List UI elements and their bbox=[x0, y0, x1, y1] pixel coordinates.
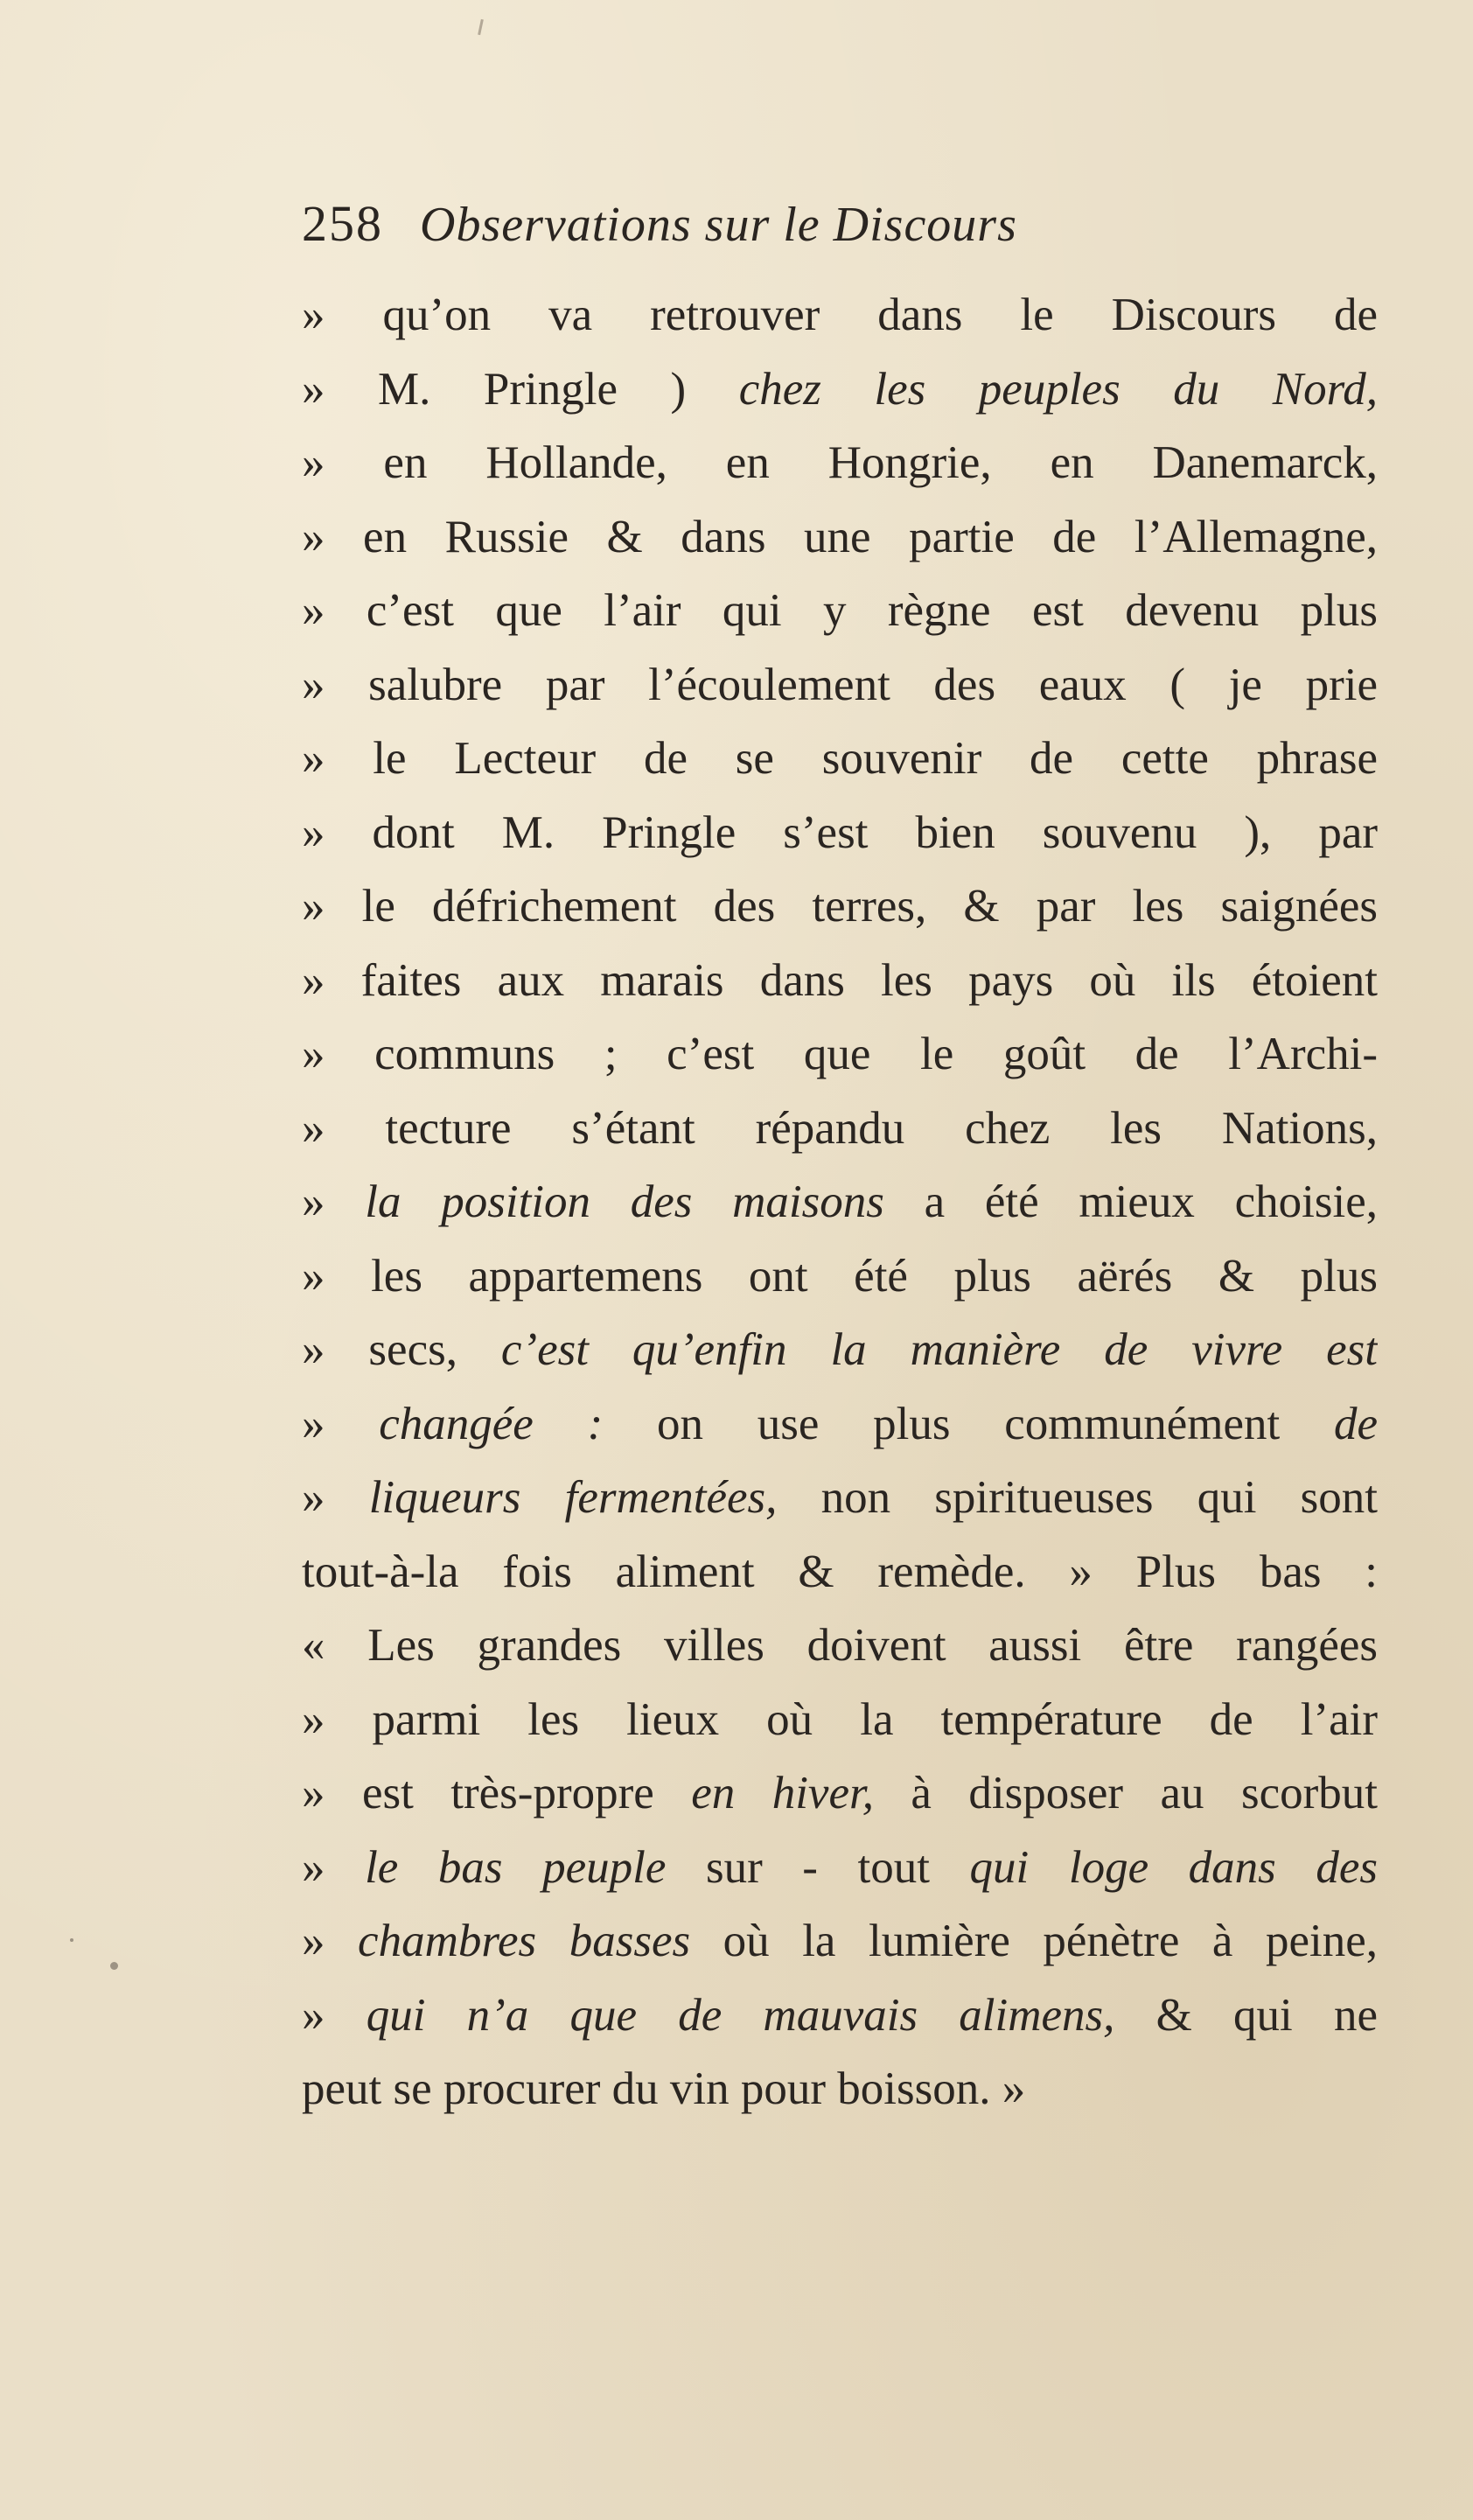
italic-phrase: qui loge dans des bbox=[969, 1841, 1378, 1893]
text-line bbox=[302, 722, 1378, 796]
text-segment: on use plus communément bbox=[603, 1398, 1334, 1449]
text-line bbox=[302, 1313, 1378, 1387]
italic-phrase: en hiver, bbox=[691, 1768, 874, 1818]
text-segment: « Les grandes villes doivent aussi être rangées bbox=[302, 1620, 1378, 1671]
text-segment: » bbox=[302, 1841, 366, 1893]
text-segment: » dont M. Pringle s’est bien souvenu ), par bbox=[302, 806, 1378, 858]
text-line bbox=[302, 796, 1378, 870]
text-segment: tout-à-la fois aliment & remède. » Plus bas : bbox=[302, 1546, 1378, 1597]
italic-phrase: chez les peuples du Nord, bbox=[738, 363, 1378, 415]
text-segment: » bbox=[302, 1472, 369, 1523]
text-segment: » salubre par l’écoulement des eaux ( je prie bbox=[302, 659, 1378, 710]
text-line bbox=[302, 426, 1378, 500]
text-segment: » bbox=[302, 1398, 380, 1449]
text-segment: a été mieux choisie, bbox=[883, 1176, 1378, 1227]
text-line bbox=[302, 1609, 1378, 1683]
text-segment: » le défrichement des terres, & par les saignées bbox=[302, 881, 1378, 932]
text-segment: » communs ; c’est que le goût de l’Archi- bbox=[302, 1029, 1378, 1079]
text-line bbox=[302, 1904, 1378, 1979]
text-segment: » bbox=[302, 1916, 359, 1966]
text-segment: » bbox=[302, 1176, 366, 1227]
text-line bbox=[302, 1092, 1378, 1166]
italic-phrase: la position des maisons bbox=[365, 1176, 884, 1227]
italic-phrase: c’est qu’enfin la manière de vivre est bbox=[500, 1324, 1378, 1375]
text-line bbox=[302, 574, 1378, 648]
ink-speck bbox=[110, 1962, 118, 1970]
text-segment: » c’est que l’air qui y règne est devenu plus bbox=[302, 585, 1378, 636]
text-segment: » qu’on va retrouver dans le Discours de bbox=[302, 290, 1378, 340]
ink-speck bbox=[478, 19, 484, 35]
text-line bbox=[302, 500, 1378, 575]
italic-phrase: chambres basses bbox=[358, 1916, 691, 1966]
text-segment: » bbox=[302, 1989, 367, 2041]
text-segment: » M. Pringle ) bbox=[302, 363, 739, 415]
page-number: 258 bbox=[302, 195, 383, 252]
text-line bbox=[302, 1831, 1378, 1905]
ink-speck bbox=[70, 1938, 73, 1942]
text-segment: » secs, bbox=[302, 1324, 501, 1375]
text-segment: où la lumière pénètre à peine, bbox=[690, 1916, 1378, 1966]
text-segment: » faites aux marais dans les pays où ils étoient bbox=[302, 954, 1378, 1006]
text-segment: non spiritueuses qui sont bbox=[777, 1472, 1378, 1523]
text-segment: & qui ne bbox=[1114, 1989, 1378, 2041]
text-segment: » est très-propre bbox=[302, 1768, 692, 1818]
text-line bbox=[302, 1979, 1378, 2053]
text-segment: » en Russie & dans une partie de l’Allemagne, bbox=[302, 511, 1378, 562]
italic-phrase: le bas peuple bbox=[365, 1841, 667, 1893]
text-line bbox=[302, 1461, 1378, 1535]
text-line bbox=[302, 278, 1378, 353]
text-segment: » les appartemens ont été plus aërés & plus bbox=[302, 1250, 1378, 1302]
text-segment: » tecture s’étant répandu chez les Nations, bbox=[302, 1102, 1378, 1154]
text-line bbox=[302, 869, 1378, 944]
text-line bbox=[302, 1535, 1378, 1609]
text-line bbox=[302, 1683, 1378, 1757]
italic-phrase: changée : bbox=[379, 1398, 604, 1449]
text-line bbox=[302, 648, 1378, 722]
text-line bbox=[302, 2052, 1378, 2126]
text-line bbox=[302, 1017, 1378, 1092]
text-line bbox=[302, 944, 1378, 1018]
text-segment: » en Hollande, en Hongrie, en Danemarck, bbox=[302, 437, 1378, 488]
text-segment: » le Lecteur de se souvenir de cette phrase bbox=[302, 733, 1378, 784]
body-text bbox=[302, 278, 1378, 2126]
text-segment: peut se procurer du vin pour boisson. » bbox=[302, 2063, 1026, 2114]
italic-phrase: liqueurs fermentées, bbox=[368, 1472, 778, 1523]
text-segment: à disposer au scorbut bbox=[873, 1768, 1378, 1818]
text-line bbox=[302, 1165, 1378, 1239]
text-line bbox=[302, 1387, 1378, 1462]
text-line bbox=[302, 1756, 1378, 1831]
page-header bbox=[302, 194, 1378, 264]
text-segment: sur - tout bbox=[666, 1841, 970, 1893]
text-line bbox=[302, 353, 1378, 427]
text-segment: » parmi les lieux où la température de l’air bbox=[302, 1693, 1378, 1745]
running-title: Observations sur le Discours bbox=[420, 198, 1017, 252]
text-line bbox=[302, 1239, 1378, 1314]
italic-phrase: de bbox=[1333, 1398, 1378, 1449]
italic-phrase: qui n’a que de mauvais alimens, bbox=[366, 1989, 1115, 2041]
